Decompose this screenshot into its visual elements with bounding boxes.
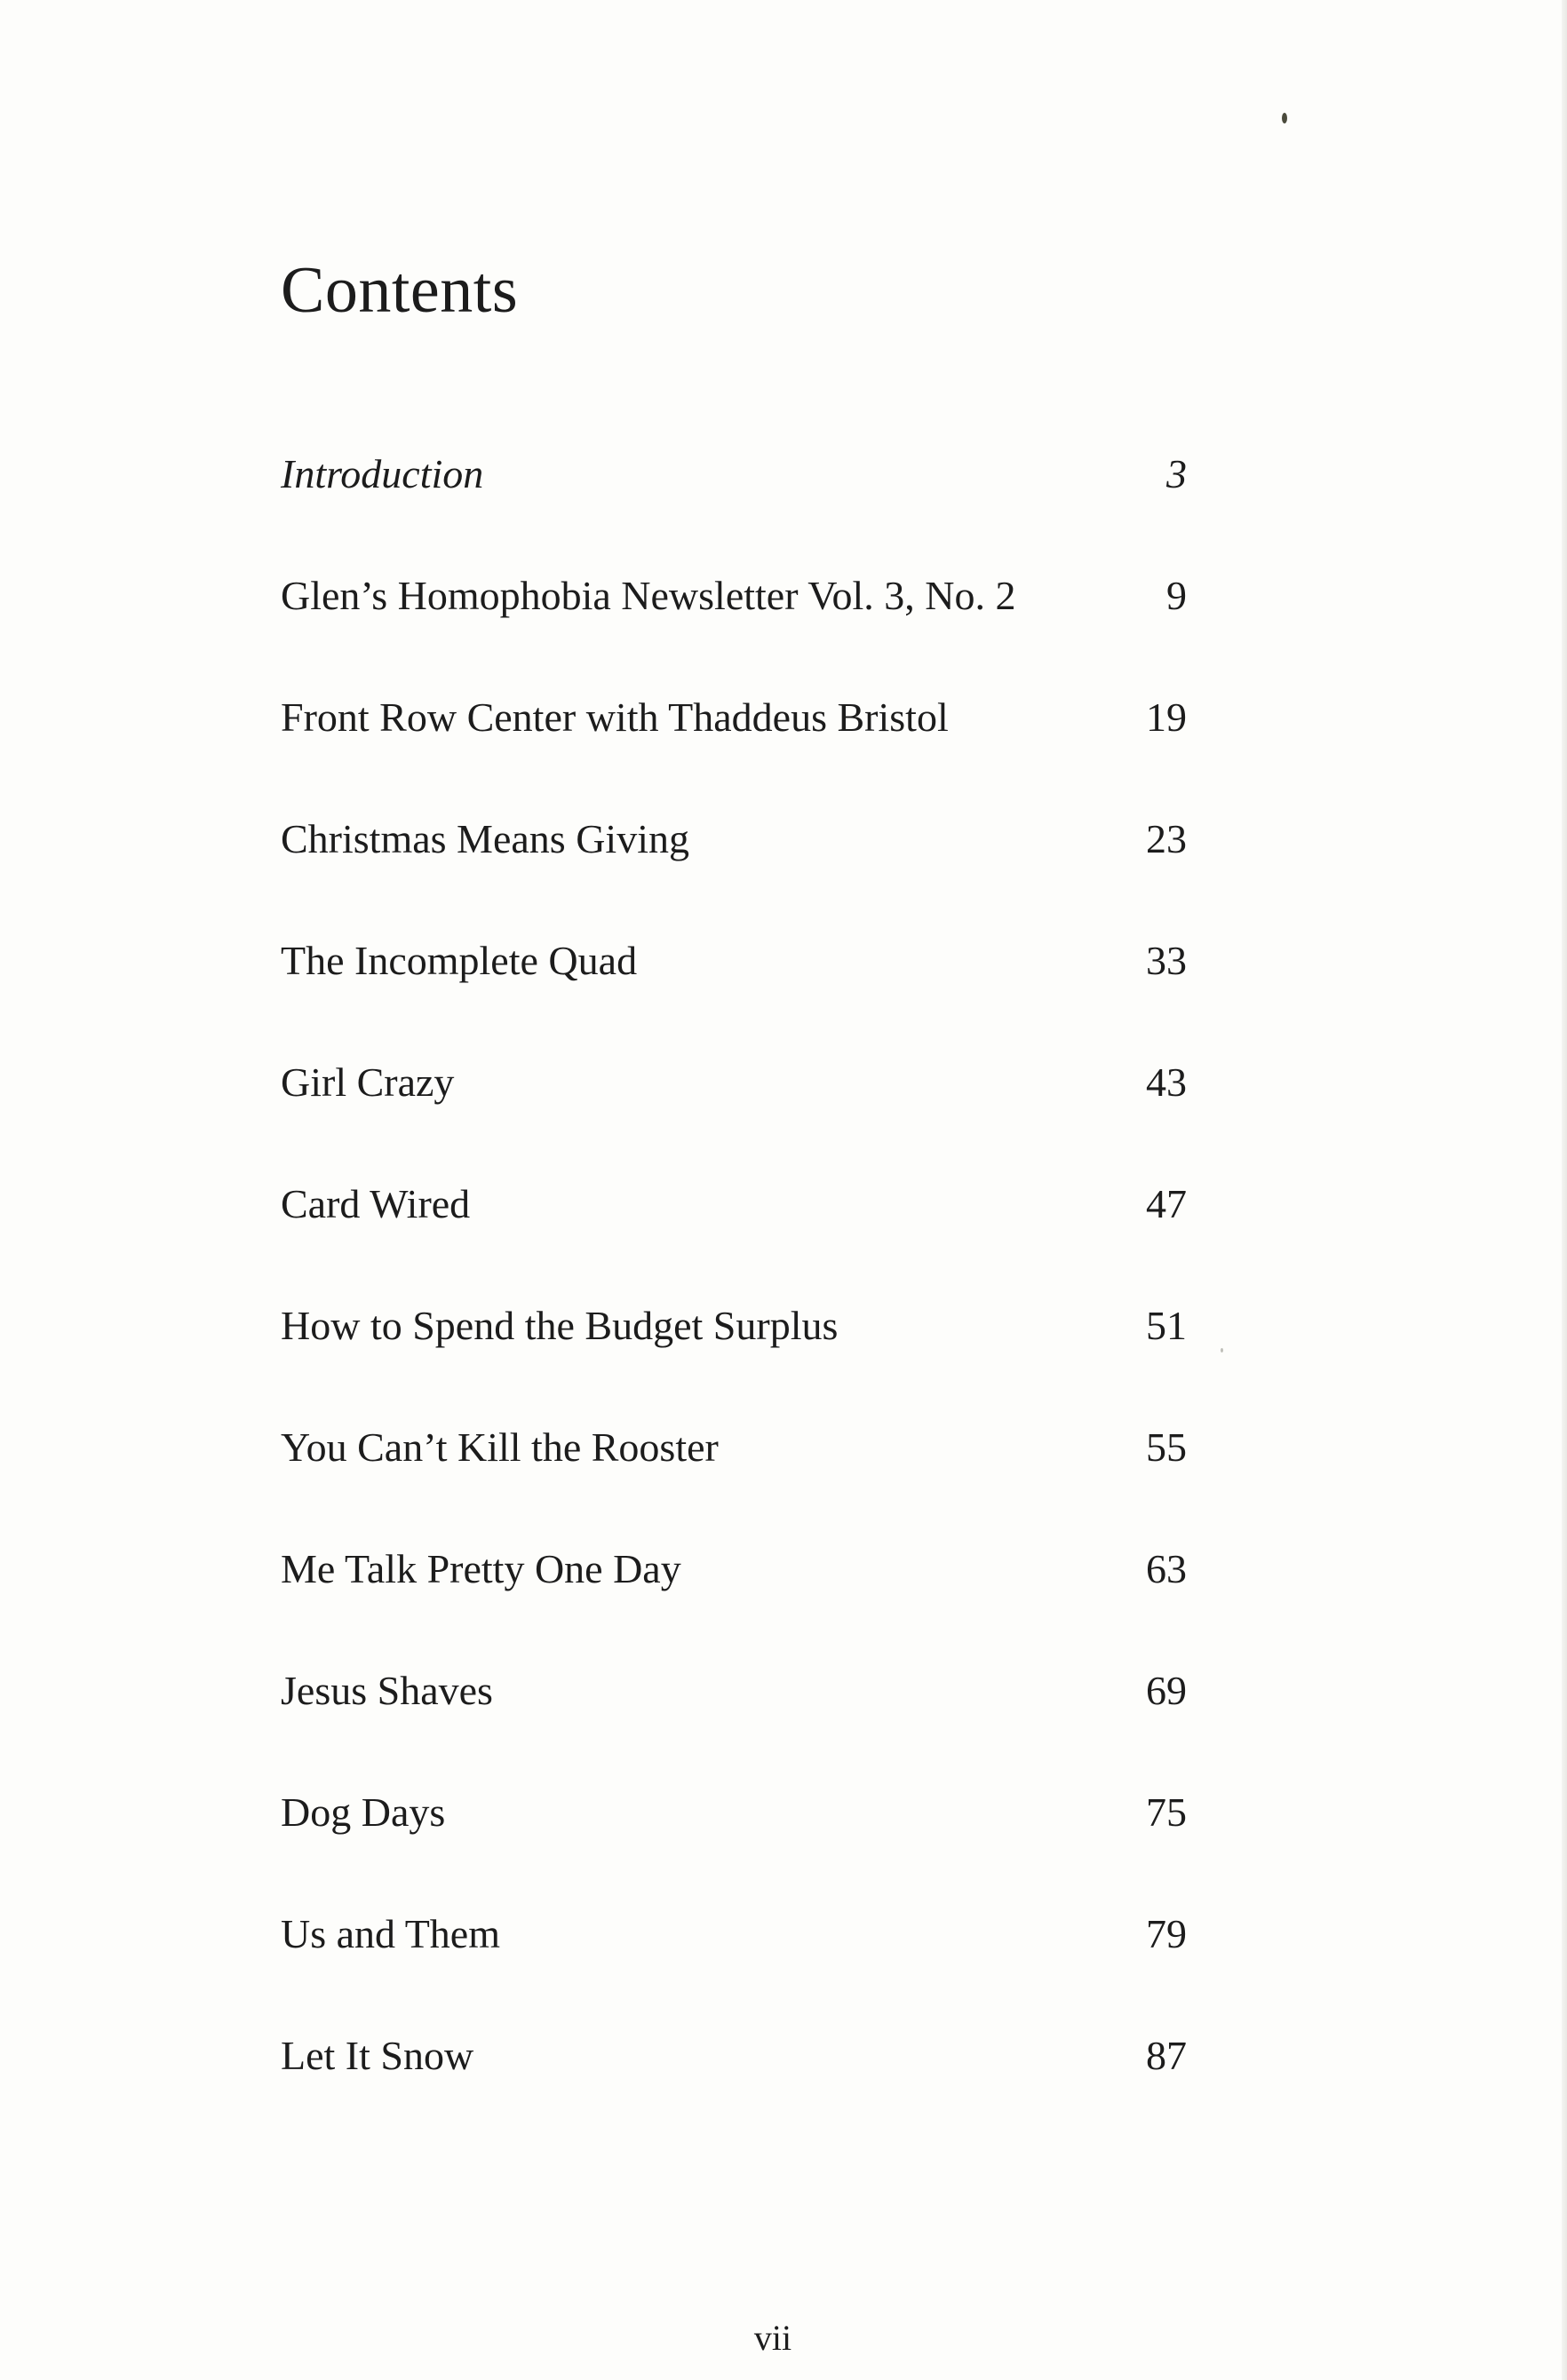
toc-entry-title: Girl Crazy [281, 1059, 455, 1105]
toc-entry-title: How to Spend the Budget Surplus [281, 1303, 839, 1348]
toc-entry [281, 1787, 1187, 1908]
toc-entry-title: Jesus Shaves [281, 1668, 493, 1713]
toc-entry [281, 692, 1187, 813]
page-edge [1562, 0, 1567, 2380]
toc-entry-page: 87 [1146, 2033, 1187, 2078]
page-number: vii [753, 2318, 792, 2358]
toc-entry-title: Let It Snow [281, 2033, 474, 2078]
toc-entry-page: 23 [1146, 816, 1187, 861]
toc-entry-title: Introduction [281, 451, 484, 496]
scan-speck [1221, 1348, 1223, 1353]
toc-entry-title: Glen’s Homophobia Newsletter Vol. 3, No. 2 [281, 573, 1016, 618]
toc-entry-title: Us and Them [281, 1911, 501, 1956]
toc-entry-title: Christmas Means Giving [281, 816, 689, 861]
toc-entry-page: 51 [1146, 1303, 1187, 1348]
toc-entry [281, 1178, 1187, 1300]
toc-entry-page: 9 [1166, 573, 1187, 618]
toc-entry-title: Dog Days [281, 1789, 446, 1835]
toc-entry [281, 1057, 1187, 1178]
toc-entry-title: You Can’t Kill the Rooster [281, 1424, 719, 1470]
toc-entry [281, 1422, 1187, 1543]
toc-entry-title: Card Wired [281, 1181, 471, 1226]
toc-entry [281, 1908, 1187, 2030]
toc-entry-page: 55 [1146, 1424, 1187, 1470]
toc-entry-page: 33 [1146, 938, 1187, 983]
toc-entry-page: 79 [1146, 1911, 1187, 1956]
toc-entry-page: 63 [1146, 1546, 1187, 1591]
toc-entry [281, 448, 1187, 570]
toc-entry-title: Me Talk Pretty One Day [281, 1546, 681, 1591]
toc-entry-title: Front Row Center with Thaddeus Bristol [281, 694, 949, 740]
toc-entry-page: 3 [1166, 451, 1187, 496]
toc-entry [281, 570, 1187, 692]
toc-entry [281, 813, 1187, 935]
toc-entry-page: 19 [1146, 694, 1187, 740]
toc-entry-page: 69 [1146, 1668, 1187, 1713]
scan-speck [1282, 113, 1287, 123]
toc-entry [281, 1543, 1187, 1665]
toc-entry-page: 75 [1146, 1789, 1187, 1835]
toc-entry-title: The Incomplete Quad [281, 938, 638, 983]
page-title: Contents [281, 254, 519, 327]
toc-entry [281, 935, 1187, 1057]
toc-entry [281, 1665, 1187, 1787]
toc-entry [281, 2030, 1187, 2152]
table-of-contents [281, 448, 1187, 2152]
toc-entry-page: 43 [1146, 1059, 1187, 1105]
toc-entry [281, 1300, 1187, 1422]
toc-entry-page: 47 [1146, 1181, 1187, 1226]
